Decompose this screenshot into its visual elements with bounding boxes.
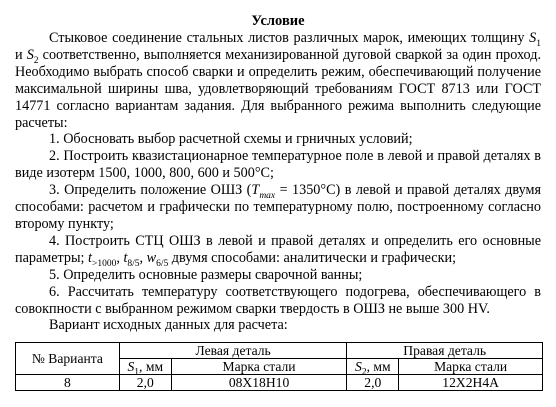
cell-grade-right: 12Х2Н4А xyxy=(399,375,543,391)
t1000-symbol: t xyxy=(88,249,92,266)
table-row xyxy=(16,375,543,391)
cell-s2: 2,0 xyxy=(347,375,399,391)
variant-intro: Вариант исходных данных для расчета: xyxy=(49,317,288,334)
item-4-text-b: двумя способами: аналитически и графически; xyxy=(168,249,457,266)
cell-s1: 2,0 xyxy=(119,375,171,391)
t-max-symbol: T xyxy=(251,182,260,199)
intro-paragraph xyxy=(15,30,541,131)
item-4-comma-2: , xyxy=(139,249,147,266)
item-3-text-b: = 1350°С) в левой и правой деталях двумя способами: расчетом и графически по температурному полю, построенному согласно второму пункту; xyxy=(15,182,541,232)
t85-subscript: 8/5 xyxy=(127,258,140,269)
w65-subscript: 6/5 xyxy=(156,258,169,269)
item-4-comma-1: , xyxy=(116,249,124,266)
s1-symbol: S xyxy=(529,30,537,46)
header-s2 xyxy=(347,359,399,378)
header-left-part: Левая деталь xyxy=(119,343,347,359)
s2-subscript: 2 xyxy=(33,55,39,66)
task-document xyxy=(15,13,541,334)
item-1: 1. Обосновать выбор расчетной схемы и грничных условий; xyxy=(49,131,413,148)
item-3-text-a: 3. Определить положение ОШЗ ( xyxy=(49,182,252,199)
table-header-row-1 xyxy=(16,343,543,359)
item-2: 2. Построить квазистационарное температурное поле в левой и правой деталях в виде изотерм 1500, 1000, 800, 600 и 500°С; xyxy=(15,148,541,182)
s1-subscript: 1 xyxy=(536,38,541,49)
intro-text-c: соответственно, выполняется механизированной дуговой сваркой за один проход. Необходимо выбрать способ сварки и определить режим, обеспечивающий получение максимальной ширины шва, удовлетворяющий требованиям ГОСТ 8713 или ГОСТ 14771 согласно вариантам задания. Для выбранного режима выполнить следующие расчеты: xyxy=(15,46,541,131)
cell-grade-left: 08Х18Н10 xyxy=(171,375,347,391)
item-3 xyxy=(15,182,541,233)
header-grade-right: Марка стали xyxy=(399,359,543,375)
header-right-part: Правая деталь xyxy=(347,343,543,359)
t-max-subscript: max xyxy=(259,190,276,201)
t85-symbol: t xyxy=(123,249,128,266)
header-s2-subscript: 2 xyxy=(361,367,367,378)
w65-symbol: w xyxy=(146,249,157,266)
item-4-text-a: 4. Построить СТЦ ОШЗ в левой и правой деталях и определить его основные параметры; xyxy=(15,232,541,266)
t1000-subscript: >1000 xyxy=(92,258,117,269)
header-s1-unit: , мм xyxy=(139,359,164,374)
intro-text-a: Стыковое соединение стальных листов различных марок, имеющих толщину xyxy=(49,30,530,46)
header-s1-symbol: S xyxy=(127,359,135,374)
header-variant: № Варианта xyxy=(16,343,120,375)
item-6: 6. Рассчитать температуру соответствующего подогрева, обеспечивающего в совокпности с выбранном режимом сварки твердость в ОШЗ не выше 300 HV. xyxy=(15,283,541,317)
header-s2-symbol: S xyxy=(355,359,362,374)
header-grade-left: Марка стали xyxy=(171,359,347,375)
header-s2-unit: , мм xyxy=(366,359,391,374)
cell-variant: 8 xyxy=(16,375,120,391)
variant-table xyxy=(15,342,543,391)
s2-symbol: S xyxy=(26,46,34,63)
item-5: 5. Определить основные размеры сварочной ванны; xyxy=(49,266,363,283)
intro-text-b: и xyxy=(15,46,27,63)
item-4 xyxy=(15,233,541,267)
document-title: Условие xyxy=(251,13,305,29)
header-s1 xyxy=(119,359,171,378)
header-s1-subscript: 1 xyxy=(134,367,140,378)
